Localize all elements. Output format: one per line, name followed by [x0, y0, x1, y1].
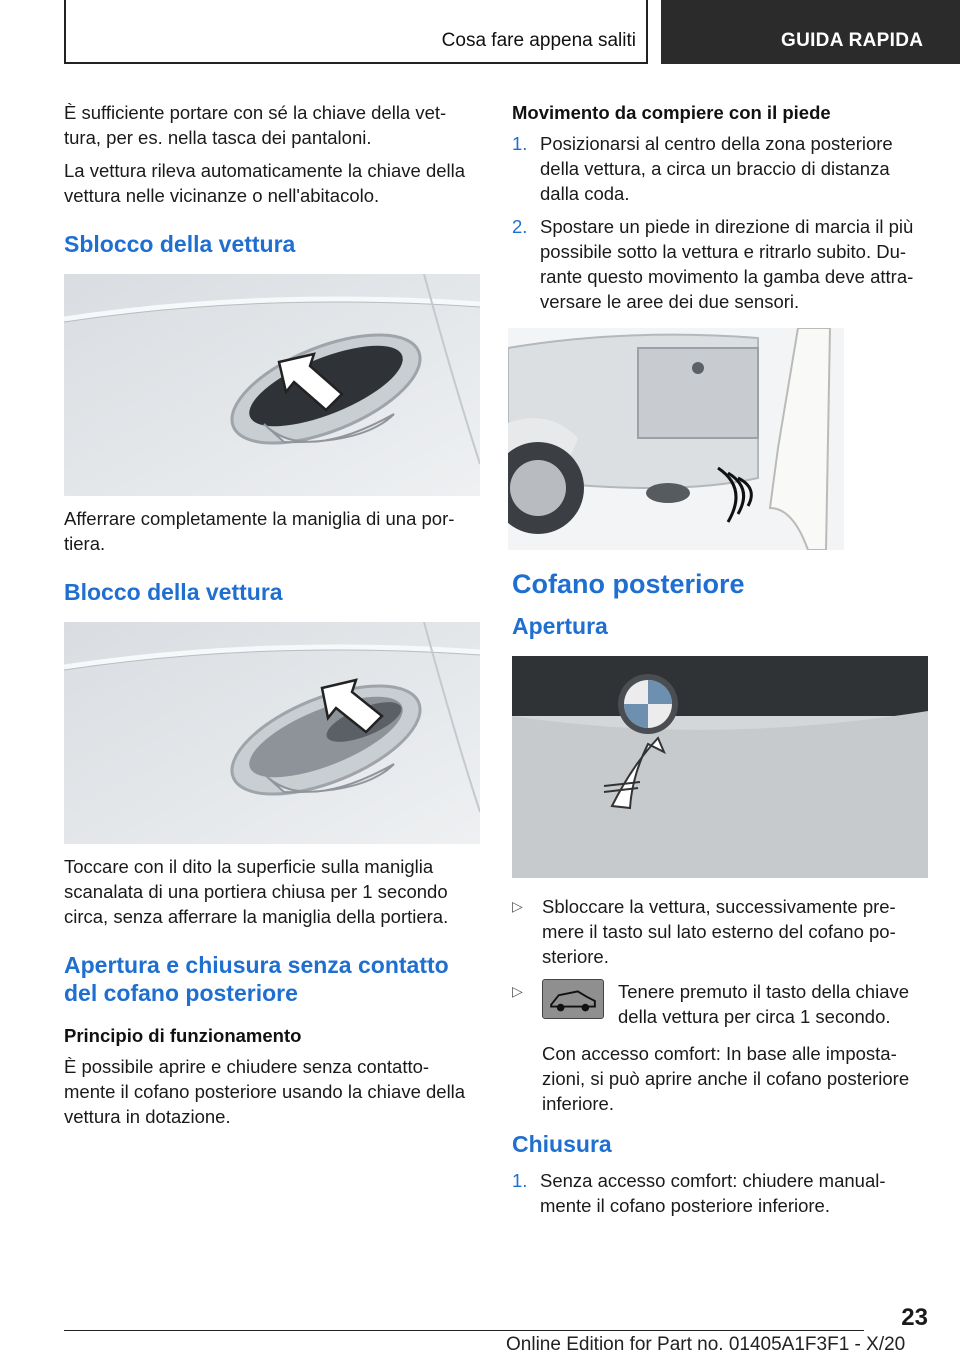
opening-heading: Apertura [512, 613, 608, 639]
step-text: Posizionarsi al centro della zona posteriore della vettura, a circa un braccio di distanza dalla coda. [540, 133, 893, 204]
closing-steps [512, 1168, 928, 1218]
intro-paragraph-2: La vettura rileva automaticamente la chiave della vettura nelle vicinanze o nell'abitacolo. [64, 160, 466, 206]
right-column [512, 100, 928, 1226]
list-item [512, 894, 928, 969]
triangle-bullet-icon: ▷ [512, 898, 523, 914]
section-title: Cosa fare appena saliti [441, 30, 636, 51]
principle-subheading: Principio di funzionamento [64, 1025, 302, 1046]
header-chapter-box [661, 0, 960, 64]
list-item [512, 1168, 928, 1218]
door-handle-lock-illustration [64, 622, 480, 844]
step-text: Senza accesso comfort: chiudere manual-mente il cofano posteriore inferiore. [540, 1170, 886, 1216]
bullet-text: Sbloccare la vettura, successivamente pre-mere il tasto sul lato esterno del cofano po-steriore. [542, 896, 896, 967]
comfort-access-text: Con accesso comfort: In base alle imposta-zioni, si può aprire anche il cofano posteriore inferiore. [542, 1043, 910, 1114]
lock-caption: Toccare con il dito la superficie sulla maniglia scanalata di una portiera chiusa per 1 secondo circa, senza afferrare la maniglia della portiera. [64, 856, 449, 927]
principle-paragraph: È possibile aprire e chiudere senza contatto-mente il cofano posteriore usando la chiave della vettura in dotazione. [64, 1056, 466, 1127]
step-text: Spostare un piede in direzione di marcia il più possibile sotto la vettura e ritrarlo subito. Du-rante questo movimento la gamba deve attra-versare le aree dei due sensori. [540, 216, 914, 312]
step-number: 1. [512, 133, 528, 154]
contactless-heading: Apertura e chiusura senza contatto del cofano posteriore [64, 952, 449, 1006]
foot-gesture-illustration [508, 328, 844, 550]
left-column [64, 100, 480, 1137]
step-number: 2. [512, 216, 528, 237]
foot-movement-heading: Movimento da compiere con il piede [512, 102, 831, 123]
list-item [512, 214, 928, 314]
bullet-text: Tenere premuto il tasto della chiave della vettura per circa 1 secondo. [618, 981, 910, 1027]
intro-paragraph-1: È sufficiente portare con sé la chiave della vet-tura, per es. nella tasca dei pantaloni. [64, 102, 447, 148]
tailgate-button-illustration [512, 656, 928, 878]
closing-heading: Chiusura [512, 1131, 612, 1157]
tailgate-heading: Cofano posteriore [512, 569, 745, 599]
unlock-heading: Sblocco della vettura [64, 231, 296, 257]
chapter-title: GUIDA RAPIDA [781, 30, 924, 51]
step-number: 1. [512, 1170, 528, 1191]
list-item [512, 131, 928, 206]
footer-divider [64, 1330, 864, 1331]
page-number: 23 [901, 1304, 928, 1331]
tailgate-key-icon [542, 979, 604, 1019]
list-item [512, 979, 928, 1116]
lock-heading: Blocco della vettura [64, 579, 283, 605]
foot-movement-steps [512, 131, 928, 314]
door-handle-unlock-illustration [64, 274, 480, 496]
edition-footer: Online Edition for Part no. 01405A1F3F1 - X/20 [506, 1334, 906, 1355]
triangle-bullet-icon: ▷ [512, 983, 523, 999]
unlock-caption: Afferrare completamente la maniglia di una por-tiera. [64, 508, 455, 554]
header-section-box [64, 0, 648, 64]
